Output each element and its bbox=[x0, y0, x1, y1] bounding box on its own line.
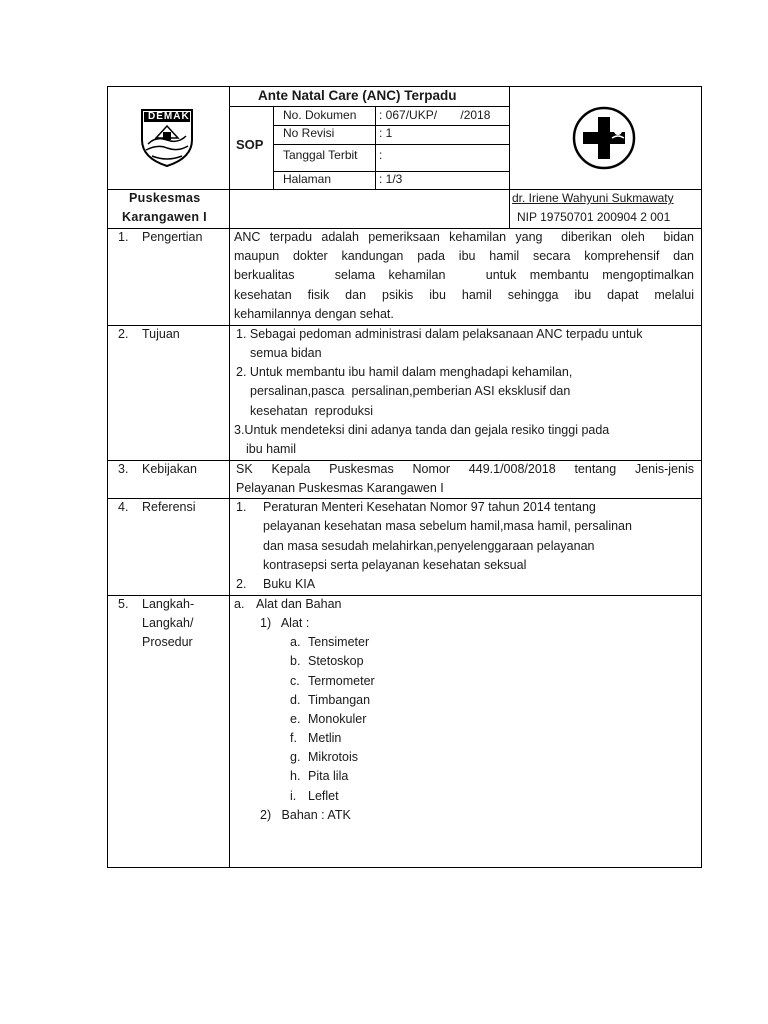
alat-item: Termometer bbox=[308, 674, 375, 688]
section-num-langkah: 5. bbox=[118, 597, 129, 611]
tujuan-line: 2. Untuk membantu ibu hamil dalam menghadapi kehamilan, bbox=[236, 365, 573, 379]
alat-item: Tensimeter bbox=[308, 635, 370, 649]
referensi-line: dan masa sesudah melahirkan,penyelenggaraan pelayanan bbox=[263, 539, 595, 553]
meta-value-no-revisi: : 1 bbox=[379, 126, 393, 140]
alat-marker: g. bbox=[290, 750, 301, 764]
meta-label-no-revisi: No Revisi bbox=[283, 126, 335, 140]
document-title: Ante Natal Care (ANC) Terpadu bbox=[258, 88, 457, 103]
tujuan-line: kesehatan reproduksi bbox=[250, 404, 373, 418]
tujuan-line: persalinan,pasca persalinan,pemberian ASI eksklusif dan bbox=[250, 384, 571, 398]
section-num-pengertian: 1. bbox=[118, 230, 129, 244]
alat-marker: c. bbox=[290, 674, 300, 688]
section-label-pengertian: Pengertian bbox=[142, 230, 203, 244]
referensi-item-num: 1. bbox=[236, 500, 247, 514]
referensi-line: Peraturan Menteri Kesehatan Nomor 97 tahun 2014 tentang bbox=[263, 500, 596, 514]
org-name-line1: Puskesmas bbox=[129, 191, 201, 205]
meta-value-tanggal-terbit: : bbox=[379, 148, 383, 162]
pengertian-line: kesehatan fisik dan psikis ibu hamil sehingga ibu dapat melalui bbox=[234, 288, 694, 302]
langkah-sub-bahan: 2) Bahan : ATK bbox=[260, 808, 351, 822]
kebijakan-line: SK Kepala Puskesmas Nomor 449.1/008/2018 tentang Jenis-jenis bbox=[236, 462, 694, 476]
section-num-kebijakan: 3. bbox=[118, 462, 129, 476]
section-num-referensi: 4. bbox=[118, 500, 129, 514]
alat-item: Timbangan bbox=[308, 693, 371, 707]
alat-marker: a. bbox=[290, 635, 301, 649]
section-label-referensi: Referensi bbox=[142, 500, 196, 514]
alat-item: Pita lila bbox=[308, 769, 349, 783]
pengertian-line: berkualitas selama kehamilan untuk membantu mengoptimalkan bbox=[234, 268, 694, 282]
puskesmas-logo bbox=[572, 106, 636, 170]
section-label-tujuan: Tujuan bbox=[142, 327, 180, 341]
alat-item: Stetoskop bbox=[308, 654, 364, 668]
pengertian-line: ANC terpadu adalah pemeriksaan kehamilan yang diberikan oleh bidan bbox=[234, 230, 694, 244]
langkah-sub-alat: 1) Alat : bbox=[260, 616, 310, 630]
alat-marker: h. bbox=[290, 769, 301, 783]
meta-value-no-dokumen: : 067/UKP/ /2018 bbox=[379, 108, 491, 122]
alat-item: Mikrotois bbox=[308, 750, 359, 764]
referensi-line: Buku KIA bbox=[263, 577, 316, 591]
section-label-kebijakan: Kebijakan bbox=[142, 462, 197, 476]
tujuan-line: 1. Sebagai pedoman administrasi dalam pelaksanaan ANC terpadu untuk bbox=[236, 327, 643, 341]
pengertian-line: kehamilannya dengan sehat. bbox=[234, 307, 394, 321]
referensi-line: kontrasepsi serta pelayanan kesehatan seksual bbox=[263, 558, 527, 572]
tujuan-line: ibu hamil bbox=[246, 442, 297, 456]
section-label-langkah: Prosedur bbox=[142, 635, 193, 649]
alat-item: Leflet bbox=[308, 789, 339, 803]
tujuan-line: semua bidan bbox=[250, 346, 322, 360]
meta-value-halaman: : 1/3 bbox=[379, 172, 403, 186]
alat-item: Metlin bbox=[308, 731, 342, 745]
alat-marker: i. bbox=[290, 789, 297, 803]
langkah-a-marker: a. bbox=[234, 597, 245, 611]
alat-marker: d. bbox=[290, 693, 301, 707]
meta-label-tanggal-terbit: Tanggal Terbit bbox=[283, 148, 358, 162]
alat-marker: f. bbox=[290, 731, 297, 745]
org-name-line2: Karangawen I bbox=[122, 210, 207, 224]
referensi-item-num: 2. bbox=[236, 577, 247, 591]
meta-label-no-dokumen: No. Dokumen bbox=[283, 108, 357, 122]
section-label-langkah: Langkah- bbox=[142, 597, 195, 611]
section-label-langkah: Langkah/ bbox=[142, 616, 194, 630]
pengertian-line: maupun dokter kandungan pada ibu hamil secara komprehensif dan bbox=[234, 249, 694, 263]
signer-name: dr. Iriene Wahyuni Sukmawaty bbox=[512, 191, 674, 205]
langkah-a-text: Alat dan Bahan bbox=[256, 597, 342, 611]
logo-text: DEMAK bbox=[148, 111, 190, 122]
referensi-line: pelayanan kesehatan masa sebelum hamil,masa hamil, persalinan bbox=[263, 519, 632, 533]
signer-nip: NIP 19750701 200904 2 001 bbox=[517, 210, 671, 224]
alat-item: Monokuler bbox=[308, 712, 367, 726]
kebijakan-line: Pelayanan Puskesmas Karangawen I bbox=[236, 481, 444, 495]
meta-label-halaman: Halaman bbox=[283, 172, 332, 186]
alat-marker: e. bbox=[290, 712, 301, 726]
section-num-tujuan: 2. bbox=[118, 327, 129, 341]
alat-marker: b. bbox=[290, 654, 301, 668]
demak-logo bbox=[136, 106, 198, 168]
sop-label: SOP bbox=[236, 137, 264, 152]
tujuan-line: 3.Untuk mendeteksi dini adanya tanda dan gejala resiko tinggi pada bbox=[234, 423, 610, 437]
